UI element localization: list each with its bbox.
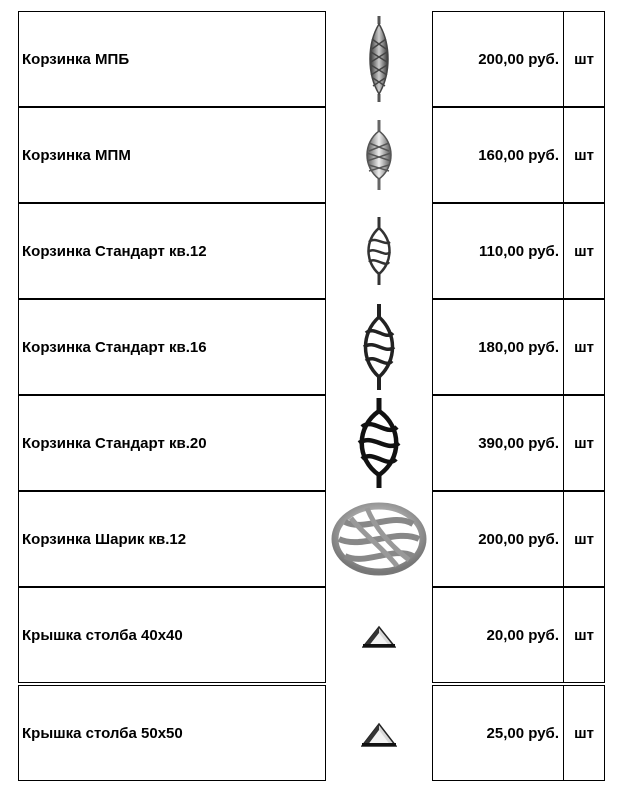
product-image-cell <box>326 11 432 107</box>
product-unit: шт <box>574 530 594 548</box>
product-price: 390,00 руб. <box>478 434 559 452</box>
product-name: Крышка столба 40х40 <box>22 626 183 644</box>
price-cell <box>432 685 564 781</box>
unit-cell <box>563 11 605 107</box>
product-name: Корзинка Стандарт кв.20 <box>22 434 207 452</box>
product-name-cell <box>18 299 326 395</box>
product-price: 200,00 руб. <box>478 50 559 68</box>
product-image-cell <box>326 587 432 683</box>
product-image-cell <box>326 491 432 587</box>
product-unit: шт <box>574 626 594 644</box>
product-name-cell <box>18 395 326 491</box>
basket-ball-icon <box>331 502 427 576</box>
price-cell <box>432 395 564 491</box>
product-image-cell <box>326 107 432 203</box>
product-unit: шт <box>574 242 594 260</box>
product-name: Корзинка Стандарт кв.16 <box>22 338 207 356</box>
unit-cell <box>563 107 605 203</box>
post-cap-50-icon <box>361 719 397 747</box>
basket-standard-16-icon <box>358 303 400 391</box>
product-name-cell <box>18 587 326 683</box>
product-name: Корзинка МПБ <box>22 50 130 68</box>
product-name-cell <box>18 203 326 299</box>
product-image-cell <box>326 299 432 395</box>
product-unit: шт <box>574 146 594 164</box>
product-unit: шт <box>574 434 594 452</box>
product-unit: шт <box>574 724 594 742</box>
product-name-cell <box>18 491 326 587</box>
basket-standard-20-icon <box>353 397 405 489</box>
product-price: 20,00 руб. <box>486 626 559 644</box>
table-row <box>0 395 636 491</box>
product-name: Корзинка Стандарт кв.12 <box>22 242 207 260</box>
product-image-cell <box>326 685 432 781</box>
product-name: Крышка столба 50х50 <box>22 724 183 742</box>
product-name: Корзинка МПМ <box>22 146 131 164</box>
product-price: 25,00 руб. <box>486 724 559 742</box>
unit-cell <box>563 587 605 683</box>
basket-standard-12-icon <box>363 216 395 286</box>
product-unit: шт <box>574 50 594 68</box>
unit-cell <box>563 299 605 395</box>
unit-cell <box>563 203 605 299</box>
unit-cell <box>563 685 605 781</box>
unit-cell <box>563 395 605 491</box>
product-price: 110,00 руб. <box>479 242 559 260</box>
product-name-cell <box>18 107 326 203</box>
product-price: 200,00 руб. <box>478 530 559 548</box>
product-image-cell <box>326 395 432 491</box>
price-cell <box>432 107 564 203</box>
table-row <box>0 203 636 299</box>
price-cell <box>432 491 564 587</box>
price-cell <box>432 11 564 107</box>
table-row <box>0 491 636 587</box>
product-name: Корзинка Шарик кв.12 <box>22 530 187 548</box>
unit-cell <box>563 491 605 587</box>
table-row <box>0 299 636 395</box>
price-cell <box>432 587 564 683</box>
basket-elongated-icon <box>364 14 394 104</box>
product-image-cell <box>326 203 432 299</box>
product-name-cell <box>18 11 326 107</box>
table-row <box>0 11 636 107</box>
post-cap-40-icon <box>362 622 396 648</box>
basket-medium-icon <box>359 119 399 191</box>
table-row <box>0 587 636 683</box>
product-unit: шт <box>574 338 594 356</box>
price-cell <box>432 299 564 395</box>
price-cell <box>432 203 564 299</box>
product-name-cell <box>18 685 326 781</box>
table-row <box>0 107 636 203</box>
table-row <box>0 685 636 781</box>
product-price: 160,00 руб. <box>478 146 559 164</box>
product-price: 180,00 руб. <box>478 338 559 356</box>
